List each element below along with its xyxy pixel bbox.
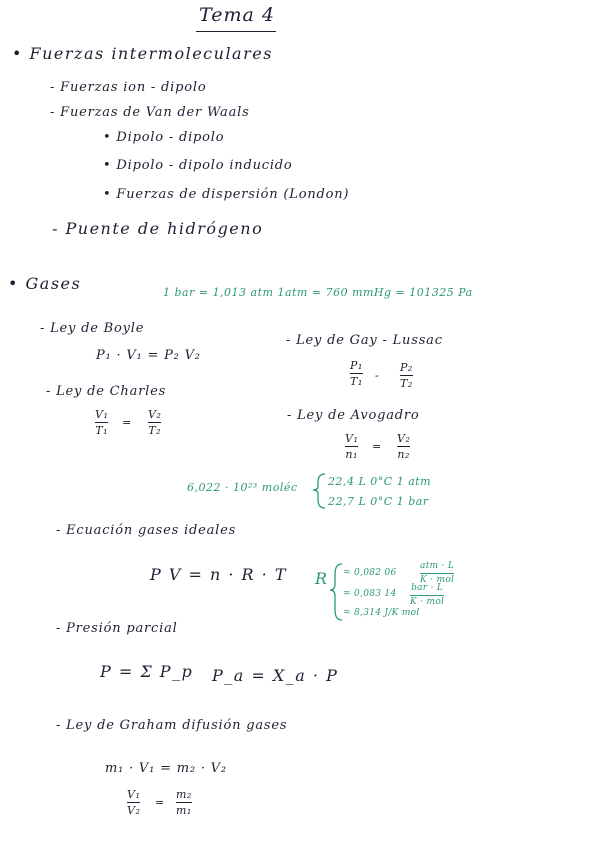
numerator: V₁ <box>95 408 109 421</box>
list-item: • Dipolo - dipolo <box>103 130 225 145</box>
gas-constant-symbol: R <box>315 569 329 588</box>
numerator: m₂ <box>176 788 192 801</box>
equals-sign: = <box>122 416 132 429</box>
denominator: V₂ <box>127 804 141 817</box>
partial-pressure-formula-1: P = Σ P_p <box>100 662 194 681</box>
numerator: P₂ <box>400 361 413 374</box>
denominator: K · mol <box>410 597 445 607</box>
molar-volume-line2: 22,7 L 0°C 1 bar <box>328 495 429 508</box>
ideal-gas-formula: P V = n · R · T <box>150 565 288 584</box>
section-heading-gases: • Gases <box>8 274 82 293</box>
list-item: • Dipolo - dipolo inducido <box>103 158 293 173</box>
ideal-gas-label: - Ecuación gases ideales <box>56 523 237 538</box>
numerator: atm · L <box>420 561 455 571</box>
graham-label: - Ley de Graham difusión gases <box>56 718 288 733</box>
gay-lussac-label: - Ley de Gay - Lussac <box>286 333 443 348</box>
denominator: n₁ <box>345 448 358 461</box>
equals-sign: = <box>372 440 382 453</box>
list-item: - Puente de hidrógeno <box>52 219 264 238</box>
denominator: n₂ <box>397 448 410 461</box>
list-item: • Fuerzas de dispersión (London) <box>103 187 350 202</box>
section-heading-fuerzas: • Fuerzas intermoleculares <box>12 44 273 63</box>
equals-sign: = <box>155 796 165 809</box>
gas-constant-value-3: = 8,314 J/K mol <box>343 608 420 618</box>
gas-constant-brace <box>330 564 342 620</box>
avogadro-number: 6,022 · 10²³ moléc <box>187 481 298 494</box>
denominator: m₁ <box>176 804 192 817</box>
numerator: bar · L <box>411 583 444 593</box>
avogadro-label: - Ley de Avogadro <box>287 408 420 423</box>
list-item: - Fuerzas ion - dipolo <box>50 80 207 95</box>
denominator: T₁ <box>350 375 363 388</box>
gas-constant-value-1: = 0,082 06 <box>343 568 397 578</box>
partial-pressure-label: - Presión parcial <box>56 621 178 636</box>
molar-volume-brace <box>313 474 325 508</box>
denominator: T₂ <box>400 377 413 390</box>
numerator: V₁ <box>127 788 141 801</box>
numerator: P₁ <box>350 359 363 372</box>
pressure-conversion: 1 bar = 1,013 atm 1atm = 760 mmHg = 101325 Pa <box>163 286 473 299</box>
denominator: T₂ <box>148 424 162 437</box>
charles-label: - Ley de Charles <box>46 384 167 399</box>
partial-pressure-formula-2: P_a = X_a · P <box>212 666 339 685</box>
numerator: V₂ <box>148 408 162 421</box>
numerator: V₁ <box>345 432 359 445</box>
graham-formula-1: m₁ · V₁ = m₂ · V₂ <box>105 761 227 776</box>
boyle-label: - Ley de Boyle <box>40 321 145 336</box>
denominator: T₁ <box>95 424 109 437</box>
list-item: - Fuerzas de Van der Waals <box>50 105 250 120</box>
numerator: V₂ <box>397 432 411 445</box>
boyle-formula: P₁ · V₁ = P₂ V₂ <box>96 348 201 363</box>
equals-sign: - <box>375 369 380 382</box>
denominator: K · mol <box>420 575 455 585</box>
gas-constant-value-2: = 0,083 14 <box>343 589 397 599</box>
page-title: Tema 4 <box>199 4 275 26</box>
molar-volume-line1: 22,4 L 0°C 1 atm <box>328 475 432 488</box>
